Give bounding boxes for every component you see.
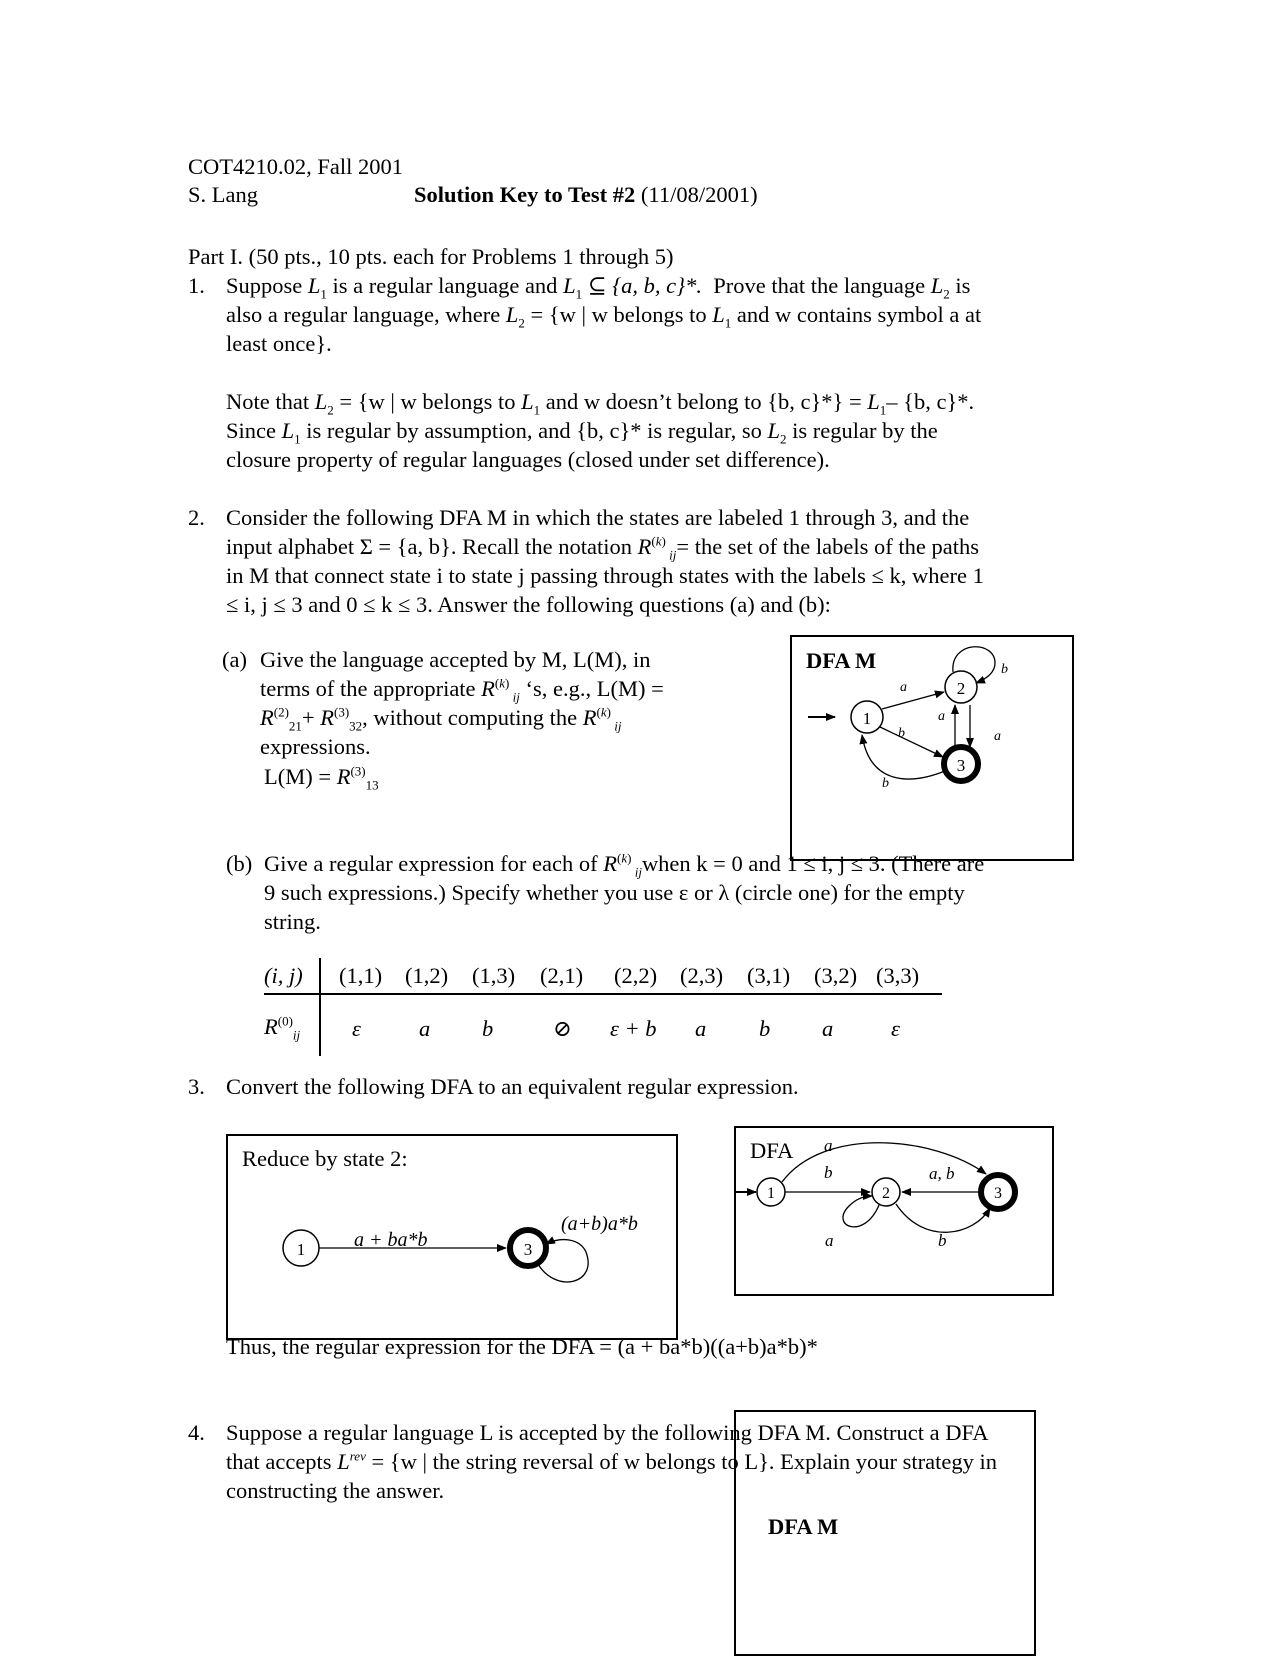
state-3-label: 3 (956, 756, 966, 775)
edge-label-1-3: b (898, 726, 905, 741)
part-b-label: (b) (226, 851, 253, 876)
problem-2-line-4: ≤ i, j ≤ 3 and 0 ≤ k ≤ 3. Answer the following questions (a) and (b): (226, 592, 831, 617)
table-col-6: (2,3) (680, 963, 724, 988)
table-col-9: (3,3) (876, 963, 920, 988)
edge-label-1-2: a (900, 680, 907, 695)
table-col-1: (1,1) (339, 963, 383, 988)
problem-1-line-1: Suppose $L_1$ is a regular language and $L_1$ ⊆ {a, b, c}*. Prove that the language $L_2$ is (226, 273, 971, 302)
problem-4-line-1: Suppose a regular language L is accepted by the following DFA M. Construct a DFA (226, 1420, 989, 1445)
dfa-figure-title: DFA M (806, 648, 877, 673)
text-fragment: is regular by assumption, and {b, c}* is regular, so (306, 418, 762, 443)
title-date: (11/08/2001) (640, 182, 758, 207)
text-fragment: is regular by the (792, 418, 938, 443)
reduced-edge-label: a + ba*b (354, 1229, 428, 1251)
problem-4-line-3: constructing the answer. (226, 1478, 445, 1503)
state-1-label: 1 (862, 709, 872, 728)
text-fragment: when k = 0 and 1 ≤ i, j ≤ 3. (There are (641, 851, 985, 876)
table-col-2: (1,2) (405, 963, 449, 988)
problem-3-conclusion: Thus, the regular expression for the DFA = (a + ba*b)((a+b)a*b)* (226, 1334, 818, 1359)
text-fragment: Note that (226, 389, 310, 414)
text-fragment: also a regular language, where (226, 302, 501, 327)
text-fragment: Give a regular expression for each of (264, 851, 598, 876)
table-cell-5: ε + b (610, 1016, 657, 1041)
part-a-line-2: terms of the appropriate $R^{(k)}$ $_{ij}$ ‘s, e.g., L(M) = (260, 675, 664, 705)
text-fragment: ‘s, e.g., L(M) = (525, 676, 664, 701)
text-fragment: input alphabet Σ = {a, b}. Recall the notation (226, 534, 633, 559)
edge-label-2-3: a (994, 729, 1001, 744)
part-b-line-3: string. (264, 909, 321, 934)
table-row-header: (i, j) (264, 963, 303, 988)
part-a-line-4: expressions. (260, 734, 371, 759)
dfa-3-label-ab: a, b (929, 1164, 955, 1183)
document-title (414, 184, 758, 207)
dfa-3-diagram (734, 1126, 1054, 1296)
text-fragment: = {w | w belongs to (339, 389, 516, 414)
part-b-line-2: 9 such expressions.) Specify whether you use ε or λ (circle one) for the empty (264, 880, 965, 905)
text-fragment: = {w | w belongs to (530, 302, 707, 327)
table-cell-6: a (695, 1016, 707, 1041)
dfa-3-state-1-label: 1 (767, 1185, 775, 1202)
dfa-3-figure-title: DFA (750, 1138, 794, 1163)
dfa-3-label-a-loop: a (825, 1231, 834, 1250)
table-cell-8: a (822, 1016, 834, 1041)
reduced-diagram (226, 1134, 678, 1340)
table-horizontal-rule (264, 993, 942, 995)
edge-label-3-1: b (882, 776, 889, 791)
table-vertical-rule (319, 958, 321, 1056)
problem-1-line-3: least once}. (226, 331, 332, 356)
dfa-3-label-b-bottom: b (938, 1231, 947, 1250)
answer-1-line-3: closure property of regular languages (closed under set difference). (226, 447, 830, 472)
title-bold: Solution Key to Test #2 (414, 182, 636, 207)
problem-2-number: 2. (188, 505, 205, 530)
text-fragment: is a regular language and (332, 273, 558, 298)
text-fragment: Suppose (226, 273, 303, 298)
answer-1-line-1: Note that $L_2 = \{w$ | w belongs to $L_1$ and w doesn’t belong to {b, $c\}*\} = L_1-$ {b, c}*. (226, 389, 975, 418)
part-a-label: (a) (222, 647, 247, 672)
table-col-8: (3,2) (814, 963, 858, 988)
problem-3-number: 3. (188, 1074, 205, 1099)
dfa-3-label-a-top: a (824, 1136, 833, 1155)
edge-3-1 (862, 735, 945, 779)
table-cell-2: a (419, 1016, 431, 1041)
dfa-3-state-3-label: 3 (994, 1185, 1002, 1202)
text-fragment: is (955, 273, 971, 298)
text-fragment: that accepts (226, 1449, 332, 1474)
text-fragment: – {b, c}*. (886, 389, 975, 414)
edge-1-2 (882, 692, 944, 709)
dfa-3-loop-2 (843, 1196, 879, 1227)
problem-2-line-2: input alphabet Σ = {a, b}. Recall the notation $R^{(k)}$ $_{ij}$= the set of the labels of the paths (226, 533, 979, 563)
author-name: S. Lang (188, 182, 258, 207)
table-col-5: (2,2) (614, 963, 658, 988)
text-fragment: = the set of the labels of the paths (676, 534, 979, 559)
part-a-line-3: $R^{(2)}_{21}+ R^{(3)}_{32}$, without computing the $R^{(k)}$ $_{ij}$ (260, 704, 622, 734)
dfa-3-label-b: b (824, 1163, 833, 1182)
text-fragment: L(M) = (264, 764, 332, 789)
table-col-4: (2,1) (540, 963, 584, 988)
part-b-line-1: Give a regular expression for each of $R^{(k)}$ $_{ij}$when k = 0 and 1 ≤ i, j ≤ 3. (There are (264, 850, 985, 880)
part-a-line-1: Give the language accepted by M, L(M), in (260, 647, 651, 672)
table-cell-3: b (482, 1016, 494, 1041)
reduced-loop-label: (a+b)a*b (561, 1213, 638, 1235)
edge-label-loop-2: b (1001, 662, 1008, 677)
reduce-figure-title: Reduce by state 2: (242, 1146, 408, 1171)
problem-4-line-2: that accepts $L^{rev} = \{w$ | the string reversal of w belongs to L}. Explain your strategy in (226, 1448, 998, 1474)
edge-label-3-2: a (938, 709, 945, 724)
dfa-diagram (790, 635, 1074, 861)
reduced-state-1-label: 1 (296, 1240, 306, 1259)
state-2-label: 2 (956, 679, 966, 698)
table-cell-7: b (759, 1016, 771, 1041)
problem-1-number: 1. (188, 273, 205, 298)
problem-3-text: Convert the following DFA to an equivalent regular expression. (226, 1074, 799, 1099)
table-cell-4: ⊘ (553, 1016, 572, 1041)
dfa-3-edge-2-3 (896, 1204, 990, 1232)
table-cell-1: ε (352, 1016, 361, 1041)
dfa-3-edge-1-3 (782, 1143, 986, 1182)
part-heading: Part I. (50 pts., 10 pts. each for Problems 1 through 5) (188, 244, 674, 269)
problem-2-line-1: Consider the following DFA M in which the states are labeled 1 through 3, and the (226, 505, 970, 530)
text-fragment: and w doesn’t belong to {b, c}*} = (545, 389, 862, 414)
text-fragment: , without computing the (362, 705, 578, 730)
text-fragment: terms of the appropriate (260, 676, 476, 701)
dfa-3-state-2-label: 2 (882, 1185, 890, 1202)
problem-2-line-3: in M that connect state i to state j passing through states with the labels ≤ k, where 1 (226, 563, 984, 588)
text-fragment: = {w | the string reversal of w belongs to L}. Explain your strategy in (371, 1449, 998, 1474)
part-a-answer: $L(M) = R^{(3)}_{13}$ (264, 763, 379, 793)
table-row-label: $R^{(0)}_{ij}$ (264, 1013, 301, 1043)
table-cell-9: ε (891, 1016, 900, 1041)
problem-1-line-2: also a regular language, where $L_2 = \{w$ | w belongs to $L_1$ and w contains symbol a at (226, 302, 982, 331)
text-fragment: Prove that the language (713, 273, 926, 298)
text-fragment: Since (226, 418, 276, 443)
text-fragment: {a, b, c}*. (612, 273, 703, 298)
text-fragment: and w contains symbol a at (736, 302, 982, 327)
reduced-state-3-label: 3 (523, 1240, 533, 1259)
answer-1-line-2: Since $L_1$ is regular by assumption, and {b, c}* is regular, so $L_2$ is regular by the (226, 418, 938, 447)
course-title: COT4210.02, Fall 2001 (188, 154, 404, 179)
table-col-7: (3,1) (747, 963, 791, 988)
problem-4-number: 4. (188, 1420, 205, 1445)
edge-1-3 (880, 727, 943, 757)
dfa-4-figure-title: DFA M (768, 1514, 839, 1539)
table-col-3: (1,3) (472, 963, 516, 988)
